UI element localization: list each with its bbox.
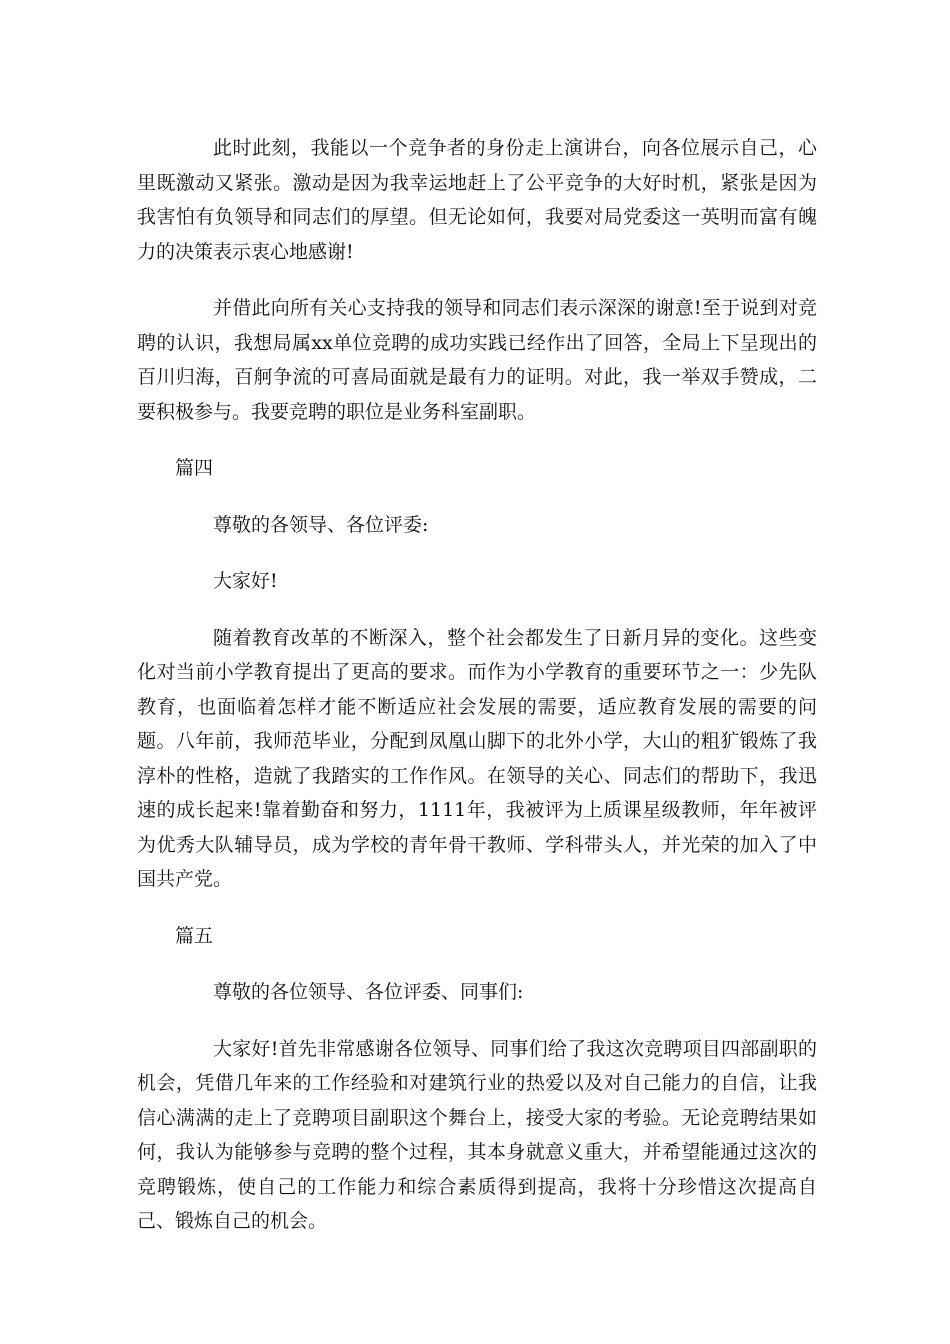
section-heading: 篇四	[175, 457, 214, 479]
paragraph: 此时此刻，我能以一个竞争者的身份走上演讲台，向各位展示自己，心里既激动又紧张。激动是因为我幸运地赶上了公平竞争的大好时机，紧张是因为我害怕有负领导和同志们的厚望。但无论如何，我要对局党委这一英明而富有魄力的决策表示衷心地感谢!	[137, 137, 817, 263]
salutation: 尊敬的各领导、各位评委:	[213, 513, 429, 536]
document-body	[137, 131, 817, 1261]
paragraph: 并借此向所有关心支持我的领导和同志们表示深深的谢意!至于说到对竞聘的认识，我想局属xx单位竞聘的成功实践已经作出了回答，全局上下呈现出的百川归海，百舸争流的可喜局面就是最有力的证明。对此，我一举双手赞成，二要积极参与。我要竞聘的职位是业务科室副职。	[137, 297, 817, 423]
paragraph: 大家好!首先非常感谢各位领导、同事们给了我这次竞聘项目四部副职的机会，凭借几年来的工作经验和对建筑行业的热爱以及对自己能力的自信，让我信心满满的走上了竞聘项目副职这个舞台上，接受大家的考验。无论竞聘结果如何，我认为能够参与竞聘的整个过程，其本身就意义重大，并希望能通过这次的竞聘锻炼，使自己的工作能力和综合素质得到提高，我将十分珍惜这次提高自己、锻炼自己的机会。	[137, 1037, 817, 1232]
greeting: 大家好!	[213, 570, 278, 592]
salutation: 尊敬的各位领导、各位评委、同事们:	[213, 981, 524, 1003]
paragraph: 随着教育改革的不断深入，整个社会都发生了日新月异的变化。这些变化对当前小学教育提出了更高的要求。而作为小学教育的重要环节之一：少先队教育，也面临着怎样才能不断适应社会发展的需要，适应教育发展的需要的问题。八年前，我师范毕业，分配到凤凰山脚下的北外小学，大山的粗犷锻炼了我淳朴的性格，造就了我踏实的工作作风。在领导的关心、同志们的帮助下，我迅速的成长起来!靠着勤奋和努力，1111年，我被评为上质课星级教师，年年被评为优秀大队辅导员，成为学校的青年骨干教师、学科带头人，并光荣的加入了中国共产党。	[137, 626, 817, 890]
section-heading: 篇五	[175, 924, 214, 947]
